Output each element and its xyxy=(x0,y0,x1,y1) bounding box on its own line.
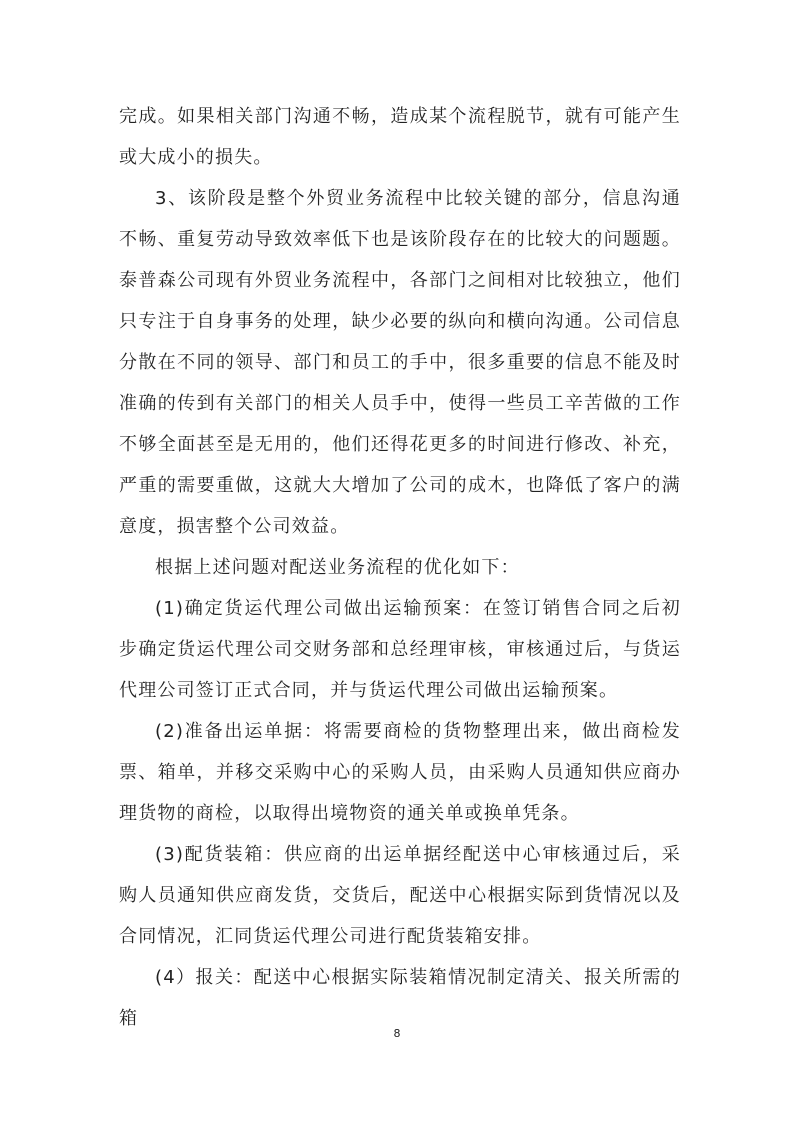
paragraph-stage-3: 3、该阶段是整个外贸业务流程中比较关键的部分，信息沟通不畅、重复劳动导致效率低下也是该阶段存在的比较大的问题题。泰普森公司现有外贸业务流程中，各部门之间相对比较独立，他们只专注于自身事务的处理，缺少必要的纵向和横向沟通。公司信息分散在不同的领导、部门和员工的手中，很多重要的信息不能及时准确的传到有关部门的相关人员手中，使得一些员工辛苦做的工作不够全面甚至是无用的，他们还得花更多的时间进行修改、补充，严重的需要重做，这就大大增加了公司的成木，也降低了客户的满意度，损害整个公司效益。 xyxy=(119,188,681,537)
paragraph-continuation: 完成。如果相关部门沟通不畅，造成某个流程脱节，就有可能产生或大成小的损失。 xyxy=(119,106,681,168)
paragraph-step-1: (1)确定货运代理公司做出运输预案：在签订销售合同之后初步确定货运代理公司交财务部和总经理审核，审核通过后，与货运代理公司签订正式合同，并与货运代理公司做出运输预案。 xyxy=(119,598,681,701)
paragraph-step-3: (3)配货装箱：供应商的出运单据经配送中心审核通过后，采购人员通知供应商发货，交货后，配送中心根据实际到货情况以及合同情况，汇同货运代理公司进行配货装箱安排。 xyxy=(119,844,681,947)
paragraph-optimization-intro: 根据上述问题对配送业务流程的优化如下： xyxy=(155,557,520,578)
paragraph-step-2: (2)准备出运单据：将需要商检的货物整理出来，做出商检发票、箱单，并移交采购中心的采购人员，由采购人员通知供应商办理货物的商检，以取得出境物资的通关单或换单凭条。 xyxy=(119,721,681,824)
page-number: 8 xyxy=(393,1027,401,1040)
document-body xyxy=(119,96,681,1039)
paragraph-step-4: (4）报关：配送中心根据实际装箱情况制定清关、报关所需的箱 xyxy=(119,967,681,1029)
